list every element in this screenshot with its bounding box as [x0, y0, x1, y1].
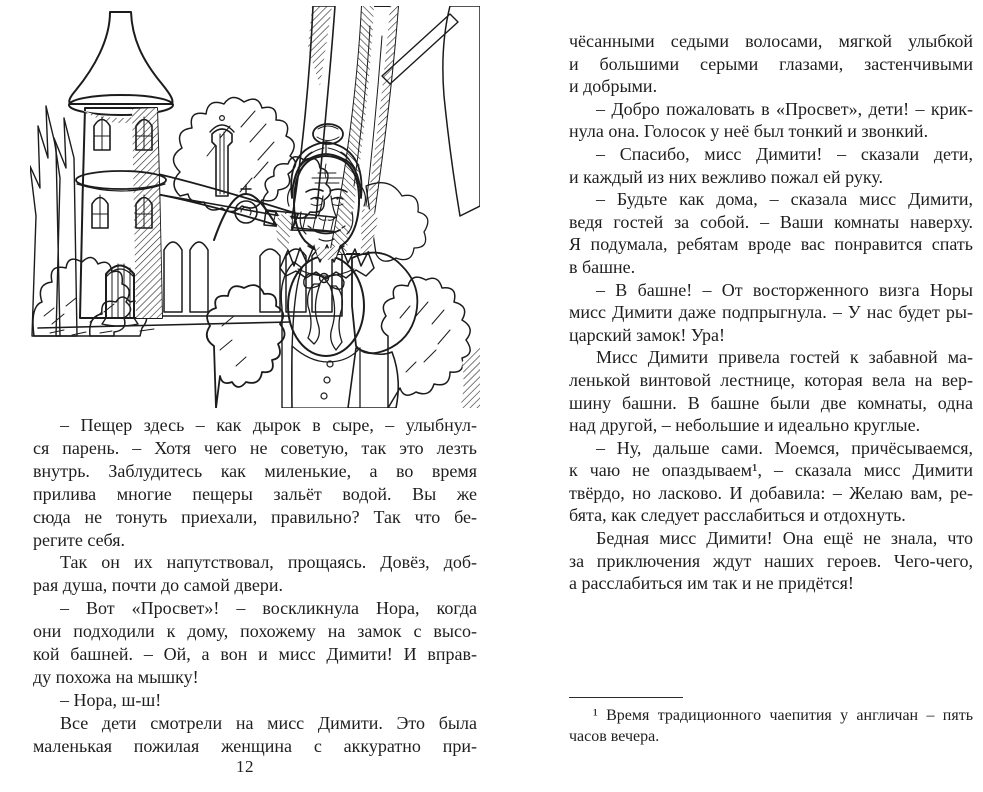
text-line: Я подумала, ребятам вроде вас понравится спать — [569, 234, 973, 255]
text-line: Бедная мисс Димити! Она ещё не знала, что — [596, 528, 973, 549]
text-line: и каждый из них вежливо пожал ей руку. — [569, 166, 884, 187]
text-line: внутрь. Заблудитесь как миленькие, а во время — [33, 460, 477, 481]
text-line: и большими серыми глазами, застенчивыми — [569, 53, 973, 74]
text-line: маленькая пожилая женщина с аккуратно при- — [33, 735, 477, 756]
text-line: в башне. — [569, 256, 636, 277]
footnote-text — [569, 705, 973, 747]
footnote-rule — [569, 697, 683, 698]
text-line: часов вечера. — [569, 728, 660, 745]
text-line: к чаю не опаздываем¹, – сказала мисс Димити — [569, 460, 973, 481]
text-line: ся парень. – Хотя чего не советую, так это лезть — [33, 437, 477, 458]
text-line: регите себя. — [33, 529, 126, 550]
left-page-text — [33, 414, 477, 758]
text-line: за приключения ждут наших героев. Чего-чего, — [569, 550, 973, 571]
text-line: Все дети смотрели на мисс Димити. Это была — [60, 712, 477, 733]
text-line: и добрыми. — [569, 76, 658, 97]
text-line: рая душа, почти до самой двери. — [33, 575, 284, 596]
page-number: 12 — [236, 757, 254, 776]
text-line: ведя гостей за собой. – Ваши комнаты наверху. — [569, 211, 973, 232]
text-line: царский замок! Ура! — [569, 324, 725, 345]
text-line: Мисс Димити привела гостей к забавной ма- — [596, 347, 973, 368]
text-line: а расслабиться им так и не придётся! — [569, 573, 854, 594]
text-line: сюда не тонуть приехали, правильно? Так что бе- — [33, 506, 477, 527]
text-line: они подходили к дому, похожему на замок с высо- — [33, 621, 477, 642]
text-line: – Будьте как дома, – сказала мисс Димити, — [596, 189, 973, 210]
text-line: – Вот «Просвет»! – воскликнула Нора, когда — [60, 598, 477, 619]
text-line: кой башней. – Ой, а вон и мисс Димити! И вправ- — [33, 644, 477, 665]
text-line: над другой, – небольшие и идеально круглые. — [569, 415, 921, 436]
text-line: – Нора, ш-ш! — [60, 689, 162, 710]
text-line: ¹ Время традиционного чаепития у англичан – пять — [593, 707, 973, 724]
text-line: чёсанными седыми волосами, мягкой улыбкой — [569, 31, 973, 51]
text-line: – Добро пожаловать в «Просвет», дети! – крик- — [596, 98, 973, 119]
text-line: – В башне! – От восторженного визга Норы — [596, 279, 973, 300]
text-line: ленькой винтовой лестнице, которая вела на вер- — [569, 369, 973, 390]
text-line: ду похожа на мышку! — [33, 666, 199, 687]
text-line: – Пещер здесь – как дырок в сыре, – улыбнул- — [60, 415, 477, 435]
text-line: бята, как следует расслабиться и отдохнуть. — [569, 505, 906, 526]
text-line: – Спасибо, мисс Димити! – сказали дети, — [596, 143, 973, 164]
right-page-text — [569, 30, 973, 595]
text-line: нула она. Голосок у неё был тонкий и звонкий. — [569, 121, 929, 142]
text-line: шину башни. В башне были две комнаты, одна — [569, 392, 973, 413]
text-line: мисс Димити даже подпрыгнула. – У нас будет ры- — [569, 302, 973, 323]
text-line: – Ну, дальше сами. Моемся, причёсываемся, — [596, 437, 973, 458]
text-line: Так он их напутствовал, прощаясь. Довёз, доб- — [60, 552, 477, 573]
text-line: прилива многие пещеры зальёт водой. Вы же — [33, 483, 477, 504]
text-line: твёрдо, но ласково. И добавила: – Желаю вам, ре- — [569, 482, 973, 503]
castle-illustration — [30, 6, 480, 408]
